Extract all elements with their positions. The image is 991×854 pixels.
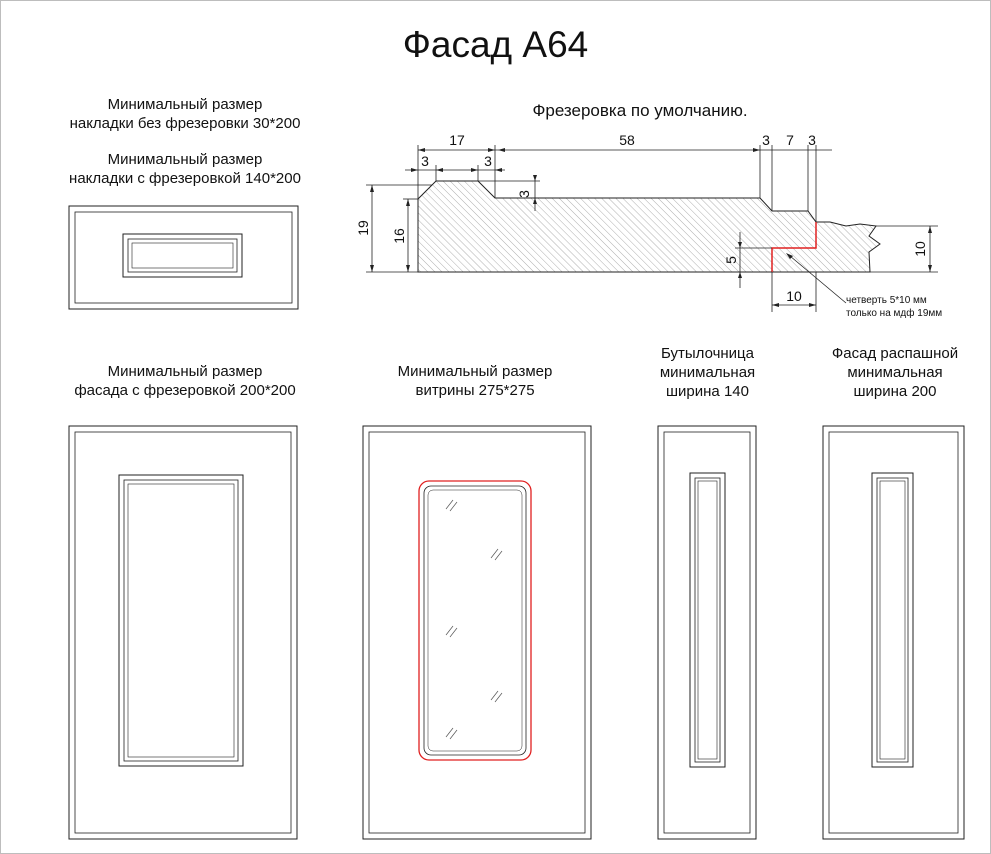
caption-overlay-mill: Минимальный размер накладки с фрезеровкой 140*200 [69,151,301,187]
profile-section [355,101,942,319]
dim-10-vertical: 10 [912,241,928,257]
page-title: Фасад А64 [402,24,589,65]
profile-title: Фрезеровка по умолчанию. [532,101,748,120]
glass-marks [446,500,502,739]
dim-10-horizontal: 10 [786,288,802,304]
caption-overlay-no-mill: Минимальный размер накладки без фрезеровки 30*200 [69,96,301,132]
overlay-panel [69,206,298,309]
quarter-note-line1: четверть 5*10 мм [846,295,927,306]
quarter-note-line2: только на мдф 19мм [846,308,943,319]
caption-vitrine-min: Минимальный размер витрины 275*275 [397,363,553,399]
dim-3-right-a: 3 [762,132,770,148]
dim-17: 17 [449,132,465,148]
dim-5: 5 [723,256,739,264]
bottle-holder-panel [658,426,756,839]
dim-7: 7 [786,132,794,148]
dim-3-mid: 3 [484,153,492,169]
caption-bottle-holder: Бутылочница минимальная ширина 140 [659,345,756,400]
profile-shape [418,181,880,272]
dim-3-left: 3 [421,153,429,169]
caption-hinged-facade: Фасад распашной минимальная ширина 200 [831,345,959,400]
vitrine-panel [363,426,591,839]
dim-3-vertical: 3 [516,190,532,198]
facade-panel [69,426,297,839]
caption-facade-min: Минимальный размер фасада с фрезеровкой 200*200 [74,363,296,399]
dim-19: 19 [355,220,371,236]
hinged-facade-panel [823,426,964,839]
dim-16: 16 [391,228,407,244]
dim-58: 58 [619,132,635,148]
dim-3-right-b: 3 [808,132,816,148]
